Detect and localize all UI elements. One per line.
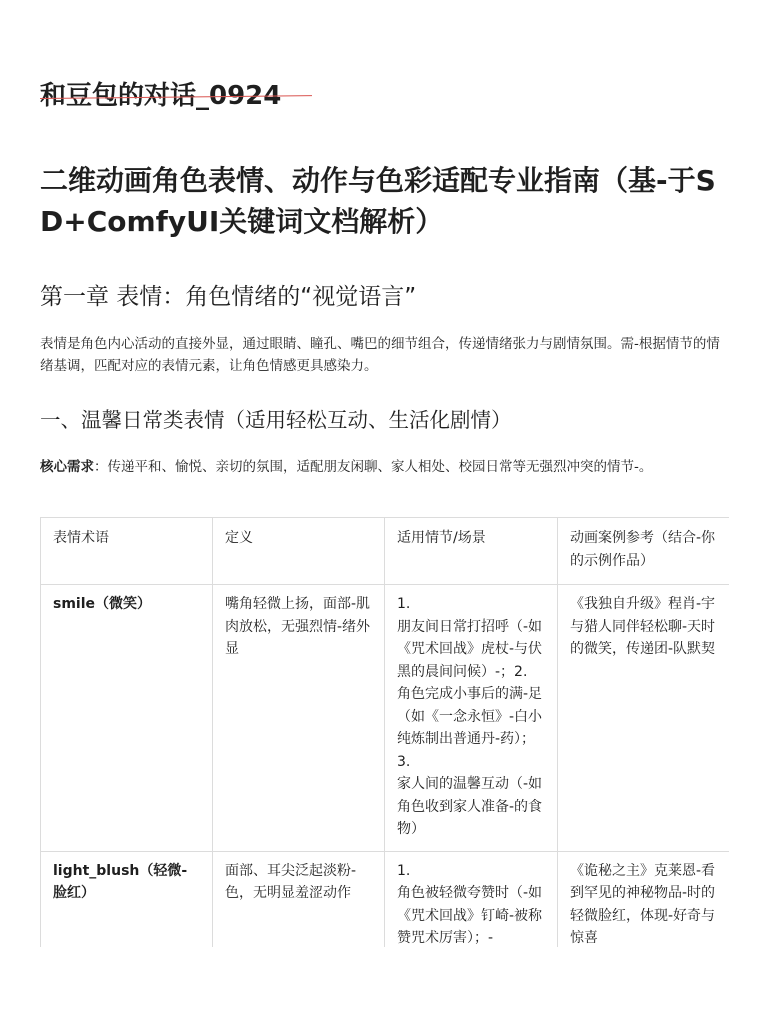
table-header-row	[41, 518, 730, 585]
column-header-term: 表情术语	[41, 518, 213, 585]
cell-scenes: 1. 朋友间日常打招呼（-如《咒术回战》虎杖-与伏黑的晨间问候）-；2. 角色完成小事后的满-足（如《一念永恒》-白小纯炼制出普通丹-药）；3. 家人间的温馨互动（-如角色收到家人准备-的食物）	[385, 585, 558, 852]
expression-table	[40, 517, 729, 947]
table-row	[41, 585, 730, 852]
cell-example: 《我独自升级》程肖-宇与猎人同伴轻松聊-天时的微笑，传递团-队默契	[558, 585, 730, 852]
column-header-scenes: 适用情节/场景	[385, 518, 558, 585]
core-need-text: ：传递平和、愉悦、亲切的氛围，适配朋友闲聊、家人相处、校园日常等无强烈冲突的情节-。	[94, 459, 653, 475]
column-header-definition: 定义	[213, 518, 385, 585]
chapter-heading: 第一章 表情：角色情绪的“视觉语言”	[40, 284, 417, 310]
cell-term: light_blush（轻微-脸红）	[41, 851, 213, 947]
cell-definition: 面部、耳尖泛起淡粉-色，无明显羞涩动作	[213, 851, 385, 947]
intro-paragraph: 表情是角色内心活动的直接外显，通过眼睛、瞳孔、嘴巴的细节组合，传递情绪张力与剧情氛围。需-根据情节的情绪基调，匹配对应的表情元素，让角色情感更具感染力。	[40, 336, 720, 374]
cell-example: 《诡秘之主》克莱恩-看到罕见的神秘物品-时的轻微脸红，体现-好奇与惊喜	[558, 851, 730, 947]
cell-definition: 嘴角轻微上扬，面部-肌肉放松，无强烈情-绪外显	[213, 585, 385, 852]
table-row	[41, 851, 730, 947]
document-title: 和豆包的对话_0924	[40, 81, 282, 111]
core-need-label: 核心需求	[40, 459, 94, 475]
cell-term: smile（微笑）	[41, 585, 213, 852]
section-heading: 一、温馨日常类表情（适用轻松互动、生活化剧情）	[40, 408, 512, 432]
core-need-paragraph	[40, 456, 728, 478]
main-heading: 二维动画角色表情、动作与色彩适配专业指南（基-于SD+ComfyUI关键词文档解析）	[40, 164, 716, 238]
expression-table-container	[40, 517, 729, 947]
column-header-example: 动画案例参考（结合-你的示例作品）	[558, 518, 730, 585]
cell-scenes: 1. 角色被轻微夸赞时（-如《咒术回战》钉崎-被称赞咒术厉害）；-	[385, 851, 558, 947]
